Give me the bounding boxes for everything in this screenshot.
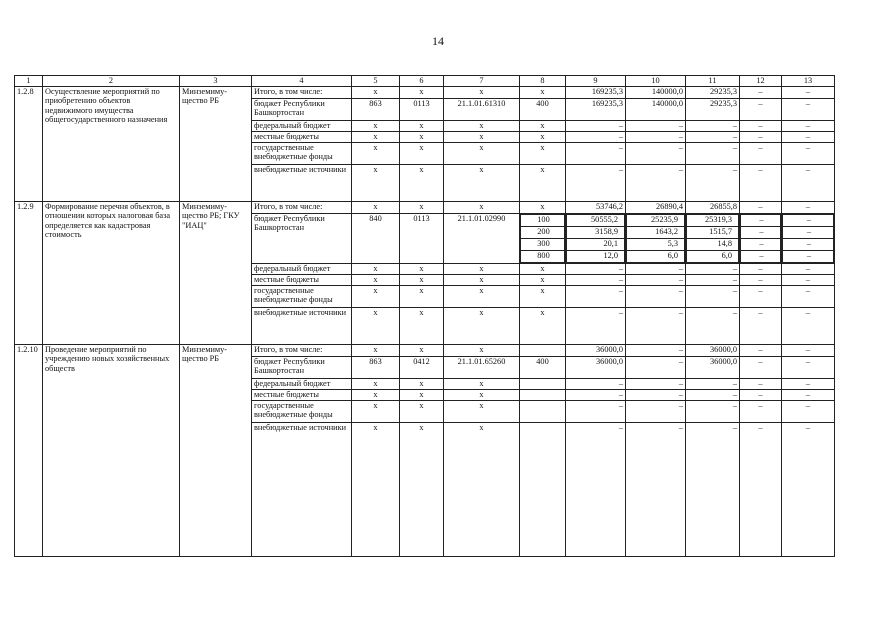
cell-year3: –	[740, 345, 782, 357]
cell-year2: –	[686, 165, 740, 202]
cell-year1: –	[626, 143, 686, 165]
item-executor: Минземиму-щество РБ; ГКУ "ИАЦ"	[180, 202, 252, 345]
cell-year2: –	[686, 143, 740, 165]
cell-year1: –	[626, 379, 686, 390]
item-name: Проведение мероприятий по учреждению новых хозяйственных обществ	[43, 345, 180, 557]
cell-year2: –	[686, 401, 740, 423]
cell-code: х	[352, 121, 400, 132]
cell-year1: –	[626, 165, 686, 202]
cell-year3: –	[740, 99, 782, 121]
cell-year1: –	[626, 264, 686, 275]
funding-source: федеральный бюджет	[252, 264, 352, 275]
cell-year2: –	[686, 379, 740, 390]
funding-source: бюджет Республики Башкортостан	[252, 214, 352, 264]
item-executor: Минземиму-щество РБ	[180, 345, 252, 557]
cell-section: 0412	[400, 357, 444, 379]
cell-subrows	[782, 214, 835, 264]
cell-year4: –	[782, 423, 835, 557]
subrow-value: 3158,9	[567, 227, 625, 239]
cell-section: х	[400, 390, 444, 401]
column-header: 4	[252, 76, 352, 87]
cell-code: х	[352, 308, 400, 345]
cell-code: х	[352, 132, 400, 143]
cell-year1: 140000,0	[626, 87, 686, 99]
cell-year3: –	[740, 379, 782, 390]
cell-total: –	[566, 275, 626, 286]
cell-target: 21.1.01.61310	[444, 99, 520, 121]
cell-year4: –	[782, 275, 835, 286]
subrow-value: 1515,7	[687, 227, 739, 239]
cell-year2: –	[686, 390, 740, 401]
cell-type	[520, 345, 566, 357]
item-name: Осуществление мероприятий по приобретению объектов недвижимого имущества общегосударственного назначения	[43, 87, 180, 202]
cell-code: 863	[352, 99, 400, 121]
cell-total: 169235,3	[566, 87, 626, 99]
cell-year3: –	[740, 401, 782, 423]
cell-year2: –	[686, 308, 740, 345]
cell-section: х	[400, 264, 444, 275]
cell-section: х	[400, 345, 444, 357]
cell-subrows	[520, 214, 566, 264]
cell-year4: –	[782, 143, 835, 165]
cell-code: х	[352, 423, 400, 557]
funding-source: внебюджетные источники	[252, 165, 352, 202]
cell-total: 169235,3	[566, 99, 626, 121]
cell-year1: –	[626, 345, 686, 357]
cell-year1: –	[626, 132, 686, 143]
cell-year1: –	[626, 308, 686, 345]
cell-total: –	[566, 264, 626, 275]
cell-total: –	[566, 143, 626, 165]
cell-type: х	[520, 264, 566, 275]
cell-year4: –	[782, 308, 835, 345]
cell-code: х	[352, 264, 400, 275]
cell-total: –	[566, 401, 626, 423]
subrow-value: 6,0	[687, 251, 739, 263]
table-row	[15, 87, 835, 99]
cell-year1: 26890,4	[626, 202, 686, 214]
cell-section: х	[400, 275, 444, 286]
cell-type: х	[520, 308, 566, 345]
item-number: 1.2.10	[15, 345, 43, 557]
cell-target: х	[444, 401, 520, 423]
column-header: 8	[520, 76, 566, 87]
funding-source: местные бюджеты	[252, 390, 352, 401]
cell-section: х	[400, 423, 444, 557]
cell-year2: 29235,3	[686, 99, 740, 121]
cell-year2: –	[686, 423, 740, 557]
cell-year3: –	[740, 423, 782, 557]
cell-code: х	[352, 390, 400, 401]
cell-type: х	[520, 165, 566, 202]
subrow-value: –	[783, 251, 834, 263]
cell-code: х	[352, 202, 400, 214]
cell-year2: 36000,0	[686, 357, 740, 379]
column-header: 6	[400, 76, 444, 87]
funding-source: государственные внебюджетные фонды	[252, 143, 352, 165]
subrow-value: –	[741, 239, 781, 251]
cell-section: х	[400, 202, 444, 214]
cell-total: –	[566, 132, 626, 143]
funding-source: Итого, в том числе:	[252, 202, 352, 214]
column-header: 10	[626, 76, 686, 87]
cell-year3: –	[740, 390, 782, 401]
cell-type: х	[520, 286, 566, 308]
cell-year1: –	[626, 423, 686, 557]
cell-section: х	[400, 379, 444, 390]
header-row	[15, 76, 835, 87]
cell-year4: –	[782, 357, 835, 379]
item-number: 1.2.9	[15, 202, 43, 345]
cell-year1: 140000,0	[626, 99, 686, 121]
cell-code: 840	[352, 214, 400, 264]
cell-year3: –	[740, 132, 782, 143]
cell-year3: –	[740, 87, 782, 99]
subrow-value: –	[741, 251, 781, 263]
cell-section: х	[400, 87, 444, 99]
subrow-value: 20,1	[567, 239, 625, 251]
cell-total: –	[566, 165, 626, 202]
funding-source: федеральный бюджет	[252, 379, 352, 390]
cell-code: 863	[352, 357, 400, 379]
cell-total: –	[566, 121, 626, 132]
cell-type: х	[520, 121, 566, 132]
cell-code: х	[352, 379, 400, 390]
cell-year2: 26855,8	[686, 202, 740, 214]
cell-type: 400	[520, 99, 566, 121]
funding-source: государственные внебюджетные фонды	[252, 286, 352, 308]
cell-total: –	[566, 379, 626, 390]
cell-type: х	[520, 202, 566, 214]
cell-year4: –	[782, 345, 835, 357]
cell-code: х	[352, 345, 400, 357]
cell-section: 0113	[400, 214, 444, 264]
subrow-value: –	[741, 215, 781, 227]
cell-total: –	[566, 390, 626, 401]
cell-year3: –	[740, 286, 782, 308]
subrow-value: 50555,2	[567, 215, 625, 227]
cell-target: 21.1.01.65260	[444, 357, 520, 379]
cell-year3: –	[740, 357, 782, 379]
subrow-value: 14,8	[687, 239, 739, 251]
cell-code: х	[352, 143, 400, 165]
cell-year1: –	[626, 121, 686, 132]
cell-subrows	[686, 214, 740, 264]
column-header: 5	[352, 76, 400, 87]
subrow-value: –	[783, 239, 834, 251]
cell-year4: –	[782, 264, 835, 275]
cell-section: х	[400, 308, 444, 345]
cell-subrows	[566, 214, 626, 264]
cell-target: х	[444, 275, 520, 286]
cell-type: х	[520, 87, 566, 99]
cell-year2: –	[686, 264, 740, 275]
subrow-value: 12,0	[567, 251, 625, 263]
cell-year3: –	[740, 165, 782, 202]
page-number: 14	[432, 34, 444, 48]
cell-code: х	[352, 87, 400, 99]
cell-type	[520, 401, 566, 423]
item-executor: Минземиму-щество РБ	[180, 87, 252, 202]
column-header: 7	[444, 76, 520, 87]
cell-year2: –	[686, 286, 740, 308]
subrow-value: 200	[521, 227, 565, 239]
cell-year3: –	[740, 121, 782, 132]
cell-year4: –	[782, 202, 835, 214]
cell-type: х	[520, 143, 566, 165]
cell-code: х	[352, 286, 400, 308]
cell-section: х	[400, 143, 444, 165]
cell-section: 0113	[400, 99, 444, 121]
cell-target: х	[444, 390, 520, 401]
cell-year4: –	[782, 379, 835, 390]
table-row	[15, 202, 835, 214]
column-header: 1	[15, 76, 43, 87]
cell-year3: –	[740, 308, 782, 345]
funding-source: Итого, в том числе:	[252, 87, 352, 99]
funding-table	[14, 75, 835, 557]
cell-total: –	[566, 308, 626, 345]
column-header: 11	[686, 76, 740, 87]
cell-code: х	[352, 275, 400, 286]
funding-source: местные бюджеты	[252, 132, 352, 143]
item-name: Формирование перечня объектов, в отношении которых налоговая база определяется как кадастровая стоимость	[43, 202, 180, 345]
cell-section: х	[400, 132, 444, 143]
cell-target: х	[444, 286, 520, 308]
cell-year4: –	[782, 401, 835, 423]
cell-target: х	[444, 165, 520, 202]
cell-year4: –	[782, 87, 835, 99]
subrow-value: 1643,2	[627, 227, 685, 239]
cell-subrows	[740, 214, 782, 264]
funding-source: бюджет Республики Башкортостан	[252, 357, 352, 379]
cell-year3: –	[740, 264, 782, 275]
cell-total: 53746,2	[566, 202, 626, 214]
funding-source: государственные внебюджетные фонды	[252, 401, 352, 423]
cell-year2: –	[686, 132, 740, 143]
cell-target: х	[444, 87, 520, 99]
cell-section: х	[400, 286, 444, 308]
funding-source: Итого, в том числе:	[252, 345, 352, 357]
subrow-value: 25235,9	[627, 215, 685, 227]
cell-total: 36000,0	[566, 345, 626, 357]
cell-target: х	[444, 202, 520, 214]
cell-type: х	[520, 275, 566, 286]
cell-year1: –	[626, 401, 686, 423]
cell-year3: –	[740, 143, 782, 165]
cell-target: х	[444, 308, 520, 345]
subrow-value: 300	[521, 239, 565, 251]
cell-section: х	[400, 165, 444, 202]
cell-target: х	[444, 143, 520, 165]
subrow-value: 6,0	[627, 251, 685, 263]
cell-type: 400	[520, 357, 566, 379]
cell-target: х	[444, 132, 520, 143]
cell-year3: –	[740, 275, 782, 286]
column-header: 13	[782, 76, 835, 87]
cell-code: х	[352, 165, 400, 202]
cell-year4: –	[782, 99, 835, 121]
cell-target: х	[444, 423, 520, 557]
cell-target: х	[444, 345, 520, 357]
item-number: 1.2.8	[15, 87, 43, 202]
cell-total: –	[566, 286, 626, 308]
cell-year4: –	[782, 390, 835, 401]
cell-code: х	[352, 401, 400, 423]
funding-source: внебюджетные источники	[252, 423, 352, 557]
cell-year1: –	[626, 275, 686, 286]
cell-year1: –	[626, 286, 686, 308]
subrow-value: –	[783, 227, 834, 239]
cell-section: х	[400, 401, 444, 423]
table-row	[15, 345, 835, 357]
funding-source: федеральный бюджет	[252, 121, 352, 132]
column-header: 12	[740, 76, 782, 87]
subrow-value: 100	[521, 215, 565, 227]
cell-type	[520, 379, 566, 390]
cell-year2: 36000,0	[686, 345, 740, 357]
cell-year1: –	[626, 357, 686, 379]
cell-target: 21.1.01.02990	[444, 214, 520, 264]
subrow-value: –	[783, 215, 834, 227]
cell-target: х	[444, 121, 520, 132]
subrow-value: –	[741, 227, 781, 239]
cell-year4: –	[782, 121, 835, 132]
cell-year3: –	[740, 202, 782, 214]
cell-target: х	[444, 379, 520, 390]
cell-year4: –	[782, 132, 835, 143]
cell-year4: –	[782, 165, 835, 202]
cell-type	[520, 390, 566, 401]
cell-year1: –	[626, 390, 686, 401]
cell-year4: –	[782, 286, 835, 308]
cell-type: х	[520, 132, 566, 143]
subrow-value: 25319,3	[687, 215, 739, 227]
funding-source: местные бюджеты	[252, 275, 352, 286]
cell-total: –	[566, 423, 626, 557]
cell-section: х	[400, 121, 444, 132]
column-header: 2	[43, 76, 180, 87]
cell-year2: –	[686, 275, 740, 286]
funding-source: бюджет Республики Башкортостан	[252, 99, 352, 121]
cell-target: х	[444, 264, 520, 275]
cell-type	[520, 423, 566, 557]
subrow-value: 5,3	[627, 239, 685, 251]
column-header: 3	[180, 76, 252, 87]
funding-source: внебюджетные источники	[252, 308, 352, 345]
subrow-value: 800	[521, 251, 565, 263]
cell-year2: 29235,3	[686, 87, 740, 99]
cell-total: 36000,0	[566, 357, 626, 379]
cell-year2: –	[686, 121, 740, 132]
column-header: 9	[566, 76, 626, 87]
cell-subrows	[626, 214, 686, 264]
